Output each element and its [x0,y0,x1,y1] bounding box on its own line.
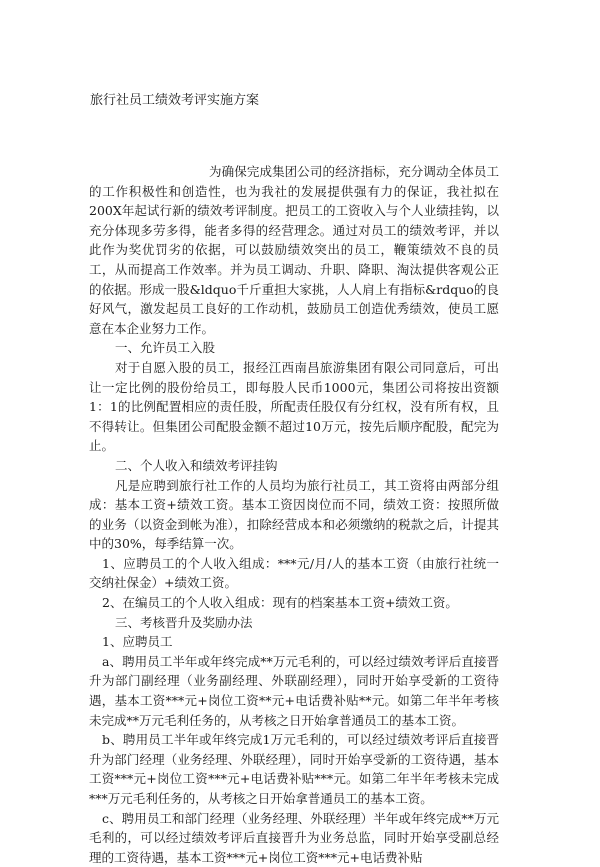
document-body [89,162,499,867]
section-3-item-c: c、聘用员工和部门经理（业务经理、外联经理）半年或年终完成**万元毛利的，可以经过绩效考评后直接晋升为业务总监，同时开始享受副总经理的工资待遇，基本工资***元+岗位工资***元+电话费补贴 [89,810,499,865]
section-2-paragraph: 凡是应聘到旅行社工作的人员均为旅行社员工，其工资将由两部分组成：基本工资+绩效工资。基本工资因岗位而不同，绩效工资：按照所做的业务（以资金到帐为准），扣除经营成本和必须缴纳的税款之后，计提其中的30%，每季结算一次。 [89,477,499,552]
section-2-item-1: 1、应聘员工的个人收入组成：***元/月/人的基本工资（由旅行社统一交纳社保金）+绩效工资。 [89,555,499,591]
document-title: 旅行社员工绩效考评实施方案 [90,93,260,108]
section-2-item-2: 2、在编员工的个人收入组成：现有的档案基本工资+绩效工资。 [102,595,458,611]
section-1-paragraph: 对于自愿入股的员工，报经江西南昌旅游集团有限公司同意后，可出让一定比例的股份给员工，即每股人民币1000元，集团公司将按出资额1：1的比例配置相应的责任股，所配责任股仅有分红权，没有所有权，且不得转让。但集团公司配股金额不超过10万元，按先后顺序配股，配完为止。 [89,359,499,454]
section-3-item-b: b、聘用员工半年或年终完成1万元毛利的，可以经过绩效考评后直接晋升为部门经理（业务经理、外联经理），同时开始享受新的工资待遇，基本工资***元+岗位工资***元+电话费补贴***元。如第二年半年考核未完成***万元毛利任务的，从考核之日开始拿普通员工的基本工资。 [89,732,499,806]
section-3-subheading: 1、应聘员工 [102,634,173,650]
section-3-heading: 三、考核晋升及奖励办法 [115,614,253,630]
section-1-heading: 一、允许员工入股 [115,340,216,356]
section-2-heading: 二、个人收入和绩效考评挂钩 [115,457,278,473]
section-3-item-a: a、聘用员工半年或年终完成**万元毛利的，可以经过绩效考评后直接晋升为部门副经理（业务副经理、外联副经理），同时开始享受新的工资待遇，基本工资***元+岗位工资**元+电话费补贴**元。如第二年半年考核未完成**万元毛利任务的，从考核之日开始拿普通员工的基本工资。 [89,653,499,728]
intro-paragraph: 为确保完成集团公司的经济指标，充分调动全体员工的工作积极性和创造性，也为我社的发展提供强有力的保证，我社拟在200X年起试行新的绩效考评制度。把员工的工资收入与个人业绩挂钩，以充分体现多劳多得，能者多得的经营理念。通过对员工的绩效考评，并以此作为奖优罚劣的依据，可以鼓励绩效突出的员工，鞭策绩效不良的员工，从而提高工作效率。并为员工调动、升职、降职、淘汰提供客观公正的依据。形成一股&ldquo千斤重担大家挑，人人肩上有指标&rdquo的良好风气，激发起员工良好的工作动机，鼓励员工创造优秀绩效，使员工愿意在本企业努力工作。 [89,164,499,336]
